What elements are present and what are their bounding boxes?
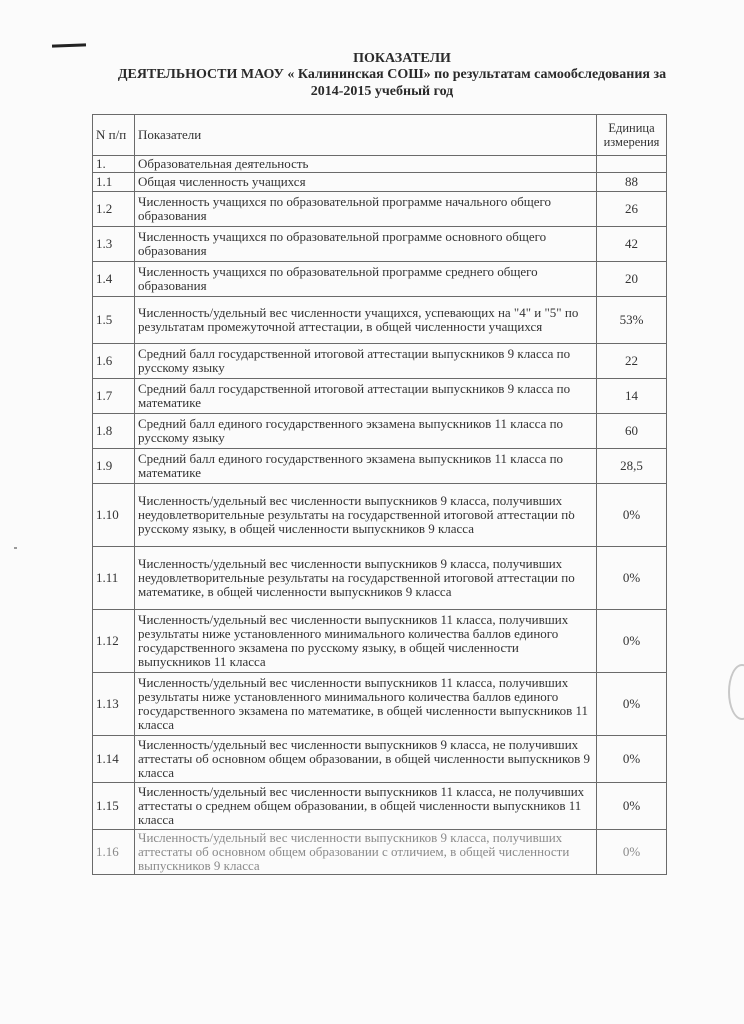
row-value: 0% (597, 783, 667, 830)
row-value: 0% (597, 673, 667, 736)
table-row (93, 262, 667, 297)
row-value: 60 (597, 414, 667, 449)
row-text: Численность/удельный вес численности выпускников 9 класса, не получивших аттестаты об основном общем образовании, в общей численности выпускников 9 класса (135, 736, 597, 783)
row-text: Численность/удельный вес численности выпускников 11 класса, не получивших аттестаты о среднем общем образовании, в общей численности выпускников 11 класса (135, 783, 597, 830)
row-num: 1.14 (93, 736, 135, 783)
table-row (93, 414, 667, 449)
table-row (93, 173, 667, 192)
row-text: Численность/удельный вес численности выпускников 11 класса, получивших результаты ниже установленного минимального количества баллов единого государственного экзамена по русскому языку, в общей численности выпускников 11 класса (135, 610, 597, 673)
table-row (93, 297, 667, 344)
col-header-num: N п/п (93, 115, 135, 156)
row-num: 1.8 (93, 414, 135, 449)
row-text: Средний балл государственной итоговой аттестации выпускников 9 класса по математике (135, 379, 597, 414)
row-text: Численность/удельный вес численности учащихся, успевающих на "4" и "5" по результатам промежуточной аттестации, в общей численности учащихся (135, 297, 597, 344)
row-text: Численность/удельный вес численности выпускников 11 класса, получивших результаты ниже установленного минимального количества баллов единого государственного экзамена по математике, в общей численности выпускников 11 класса (135, 673, 597, 736)
row-value: 88 (597, 173, 667, 192)
indicators-table (92, 114, 667, 875)
row-num: 1.5 (93, 297, 135, 344)
col-header-unit: Единица измерения (597, 115, 667, 156)
row-num: 1.11 (93, 547, 135, 610)
table-row (93, 344, 667, 379)
table-row (93, 227, 667, 262)
row-num: 1.16 (93, 830, 135, 875)
row-value (597, 156, 667, 173)
row-text: Средний балл единого государственного экзамена выпускников 11 класса по русскому языку (135, 414, 597, 449)
table-header-row (93, 115, 667, 156)
table-row (93, 449, 667, 484)
row-value: 26 (597, 192, 667, 227)
row-text: Численность учащихся по образовательной программе начального общего образования (135, 192, 597, 227)
row-value: 0% (597, 484, 667, 547)
scan-mark (52, 43, 86, 47)
row-value: 14 (597, 379, 667, 414)
row-value: 42 (597, 227, 667, 262)
row-num: 1.4 (93, 262, 135, 297)
row-text: Численность/удельный вес численности выпускников 9 класса, получивших неудовлетворительные результаты на государственной итоговой аттестации по математике, в общей численности выпускников 9 класса (135, 547, 597, 610)
row-num: 1.12 (93, 610, 135, 673)
table-row (93, 673, 667, 736)
row-text: Численность/удельный вес численности выпускников 9 класса, получивших неудовлетворительные результаты на государственной итоговой аттестации по русскому языку, в общей численности выпускников 9 класса (135, 484, 597, 547)
row-text: Численность учащихся по образовательной программе среднего общего образования (135, 262, 597, 297)
row-text: Образовательная деятельность (135, 156, 597, 173)
doc-subtitle: ДЕЯТЕЛЬНОСТИ МАОУ « Калининская СОШ» по результатам самообследования за (117, 67, 667, 82)
row-text: Численность/удельный вес численности выпускников 9 класса, получивших аттестаты об основном общем образовании с отличием, в общей численности выпускников 9 класса (135, 830, 597, 875)
row-text: Средний балл государственной итоговой аттестации выпускников 9 класса по русскому языку (135, 344, 597, 379)
row-num: 1.6 (93, 344, 135, 379)
row-num: 1.10 (93, 484, 135, 547)
row-value: 0% (597, 830, 667, 875)
table-row (93, 610, 667, 673)
row-value: 0% (597, 736, 667, 783)
row-num: 1.2 (93, 192, 135, 227)
row-num: 1.13 (93, 673, 135, 736)
table-row (93, 783, 667, 830)
row-num: 1. (93, 156, 135, 173)
table-row (93, 736, 667, 783)
row-num: 1.7 (93, 379, 135, 414)
table-row (93, 547, 667, 610)
row-text: Общая численность учащихся (135, 173, 597, 192)
row-value: 53% (597, 297, 667, 344)
row-value: 0% (597, 547, 667, 610)
table-row (93, 156, 667, 173)
row-num: 1.9 (93, 449, 135, 484)
row-value: 28,5 (597, 449, 667, 484)
doc-title: ПОКАЗАТЕЛИ (353, 51, 451, 66)
col-header-indicator: Показатели (135, 115, 597, 156)
table-row (93, 484, 667, 547)
row-value: 22 (597, 344, 667, 379)
row-text: Средний балл единого государственного экзамена выпускников 11 класса по математике (135, 449, 597, 484)
row-text: Численность учащихся по образовательной программе основного общего образования (135, 227, 597, 262)
row-value: 20 (597, 262, 667, 297)
table-row (93, 379, 667, 414)
page-edge-artifact (728, 664, 744, 720)
row-num: 1.3 (93, 227, 135, 262)
row-value: 0% (597, 610, 667, 673)
row-num: 1.1 (93, 173, 135, 192)
row-num: 1.15 (93, 783, 135, 830)
doc-year: 2014-2015 учебный год (310, 84, 454, 99)
table-row (93, 192, 667, 227)
scan-speck (14, 547, 17, 549)
table-row (93, 830, 667, 875)
